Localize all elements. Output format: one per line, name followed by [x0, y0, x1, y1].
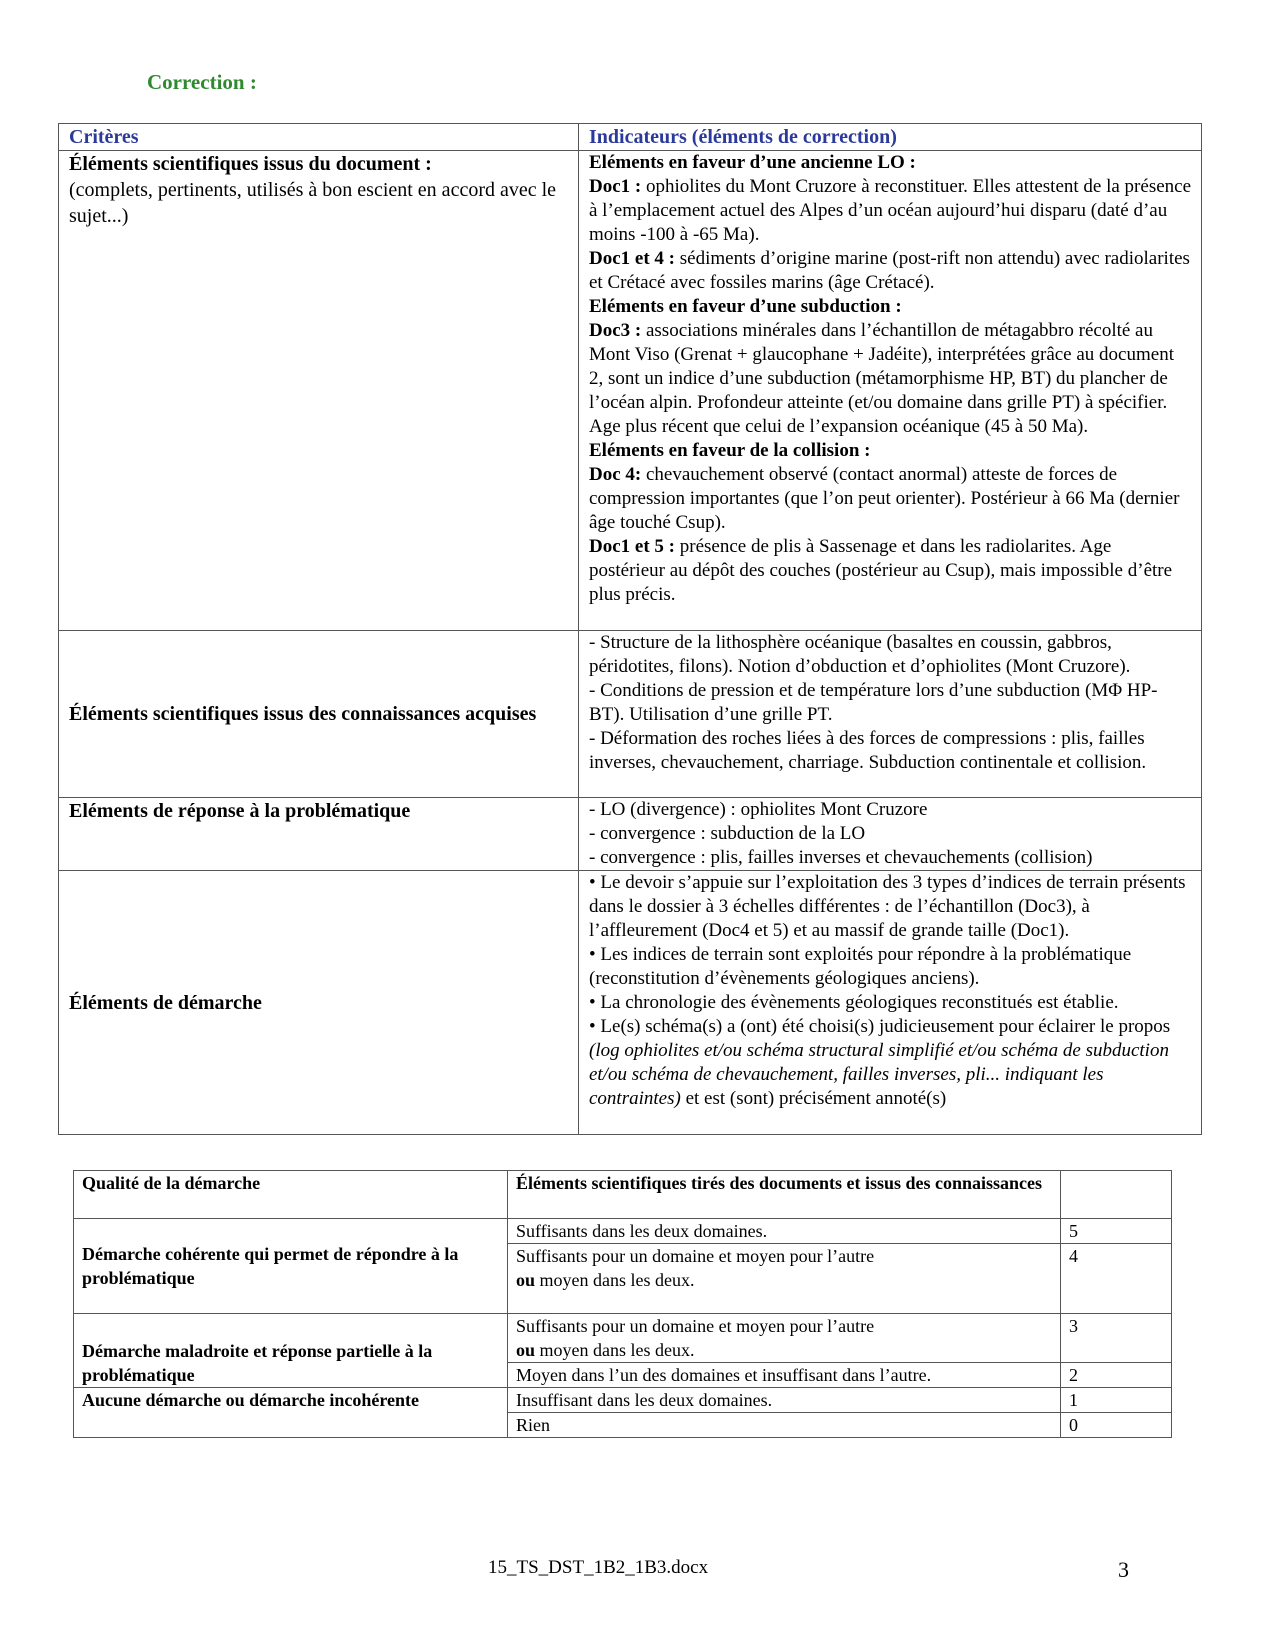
criteria-table — [58, 123, 1202, 1135]
page-heading: Correction : — [147, 70, 257, 94]
indicator-doc1-5: Doc1 et 5 : présence de plis à Sassenage et dans les radiolarites. Age postérieur au dépôt des couches (postérieur au Csup), mais impossible d’être plus précis. — [589, 536, 1173, 605]
section-subduction: Eléments en faveur d’une subduction : — [589, 296, 902, 317]
grading-elements: Suffisants pour un domaine et moyen pour l’autre ou moyen dans les deux. — [508, 1314, 1061, 1363]
knowledge-line: - Conditions de pression et de température lors d’une subduction (MΦ HP-BT). Utilisation d’une grille PT. — [589, 680, 1158, 725]
grading-elements: Moyen dans l’un des domaines et insuffisant dans l’autre. — [508, 1363, 1061, 1388]
indicators-method — [579, 871, 1202, 1135]
knowledge-line: - Structure de la lithosphère océanique (basaltes en coussin, gabbros, péridotites, filons). Notion d’obduction et d’ophiolites (Mont Cruzore). — [589, 632, 1131, 677]
row-knowledge-elements — [59, 631, 1202, 798]
criterion-method-title: Éléments de démarche — [69, 991, 262, 1014]
indicator-doc1: Doc1 : ophiolites du Mont Cruzore à reconstituer. Elles attestent de la présence à l’emplacement actuel des Alpes d’un océan aujourd’hui disparu (daté d’au moins -100 à -65 Ma). — [589, 176, 1192, 245]
response-line: - LO (divergence) : ophiolites Mont Cruzore — [589, 799, 928, 820]
row-method-elements — [59, 871, 1202, 1135]
criteria-table-header — [59, 124, 1202, 151]
grading-elements: Insuffisant dans les deux domaines. — [508, 1388, 1061, 1413]
method-bullet: • Le devoir s’appuie sur l’exploitation des 3 types d’indices de terrain présents dans le dossier à 3 échelles différentes : de l’échantillon (Doc3), à l’affleurement (Doc4 et 5) et au massif de grande taille (Doc1). — [589, 872, 1186, 941]
grading-elements: Suffisants dans les deux domaines. — [508, 1219, 1061, 1244]
indicators-response — [579, 798, 1202, 871]
response-line: - convergence : plis, failles inverses et chevauchements (collision) — [589, 847, 1093, 868]
method-bullet: • Le(s) schéma(s) a (ont) été choisi(s) judicieusement pour éclairer le propos (log ophiolites et/ou schéma structural simplifié et/ou schéma de subduction et/ou schéma de chevauchement, failles inverses, pli... indiquant les contraintes) et est (sont) précisément annoté(s) — [589, 1016, 1171, 1109]
criterion-knowledge — [59, 631, 579, 798]
footer-page-number: 3 — [1118, 1557, 1129, 1582]
grading-row — [74, 1219, 1172, 1244]
section-collision: Eléments en faveur de la collision : — [589, 440, 871, 461]
quality-none: Aucune démarche ou démarche incohérente — [74, 1388, 508, 1438]
grading-elements: Suffisants pour un domaine et moyen pour l’autre ou moyen dans les deux. — [508, 1244, 1061, 1314]
knowledge-line: - Déformation des roches liées à des forces de compressions : plis, failles inverses, chevauchement, charriage. Subduction continentale et collision. — [589, 728, 1147, 773]
method-bullet: • La chronologie des évènements géologiques reconstitués est établie. — [589, 992, 1119, 1013]
indicators-document — [579, 151, 1202, 631]
row-response-elements — [59, 798, 1202, 871]
criterion-knowledge-title: Éléments scientifiques issus des connaissances acquises — [69, 703, 537, 725]
section-ancienne-lo: Eléments en faveur d’une ancienne LO : — [589, 152, 916, 173]
criterion-document-subtitle: (complets, pertinents, utilisés à bon escient en accord avec le sujet...) — [69, 179, 557, 227]
indicator-doc1-4: Doc1 et 4 : sédiments d’origine marine (post-rift non attendu) avec radiolarites et Crétacé avec fossiles marins (âge Crétacé). — [589, 248, 1190, 293]
header-criteres: Critères — [59, 124, 579, 151]
grading-row — [74, 1388, 1172, 1413]
criterion-response-title: Eléments de réponse à la problématique — [69, 800, 411, 822]
method-bullet: • Les indices de terrain sont exploités pour répondre à la problématique (reconstitution d’évènements géologiques anciens). — [589, 944, 1132, 989]
grading-score: 4 — [1061, 1244, 1172, 1314]
row-document-elements — [59, 151, 1202, 631]
grading-head-quality: Qualité de la démarche — [74, 1171, 508, 1219]
grading-head-elements: Éléments scientifiques tirés des documents et issus des connaissances — [508, 1171, 1061, 1219]
indicator-doc4: Doc 4: chevauchement observé (contact anormal) atteste de forces de compression importantes (que l’on peut orienter). Postérieur à 66 Ma (dernier âge touché Csup). — [589, 464, 1180, 533]
quality-coherent: Démarche cohérente qui permet de répondre à la problématique — [74, 1219, 508, 1314]
grading-score: 2 — [1061, 1363, 1172, 1388]
footer-filename: 15_TS_DST_1B2_1B3.docx — [488, 1557, 709, 1578]
response-line: - convergence : subduction de la LO — [589, 823, 866, 844]
grading-table — [73, 1170, 1172, 1438]
grading-score: 5 — [1061, 1219, 1172, 1244]
grading-row — [74, 1314, 1172, 1363]
grading-head-score — [1061, 1171, 1172, 1219]
criterion-document — [59, 151, 579, 631]
grading-elements: Rien — [508, 1413, 1061, 1438]
grading-header — [74, 1171, 1172, 1219]
quality-partial: Démarche maladroite et réponse partielle à la problématique — [74, 1314, 508, 1388]
grading-score: 1 — [1061, 1388, 1172, 1413]
grading-score: 0 — [1061, 1413, 1172, 1438]
criterion-method — [59, 871, 579, 1135]
grading-score: 3 — [1061, 1314, 1172, 1363]
indicators-knowledge — [579, 631, 1202, 798]
criterion-document-title: Éléments scientifiques issus du document : — [69, 153, 432, 175]
indicator-doc3: Doc3 : associations minérales dans l’échantillon de métagabbro récolté au Mont Viso (Grenat + glaucophane + Jadéite), interprétées grâce au document 2, sont un indice d’une subduction (métamorphisme HP, BT) du plancher de l’océan alpin. Profondeur atteinte (et/ou domaine dans grille PT) à spécifier. Age plus récent que celui de l’expansion océanique (45 à 50 Ma). — [589, 320, 1174, 437]
header-indicateurs: Indicateurs (éléments de correction) — [579, 124, 1202, 151]
criterion-response — [59, 798, 579, 871]
